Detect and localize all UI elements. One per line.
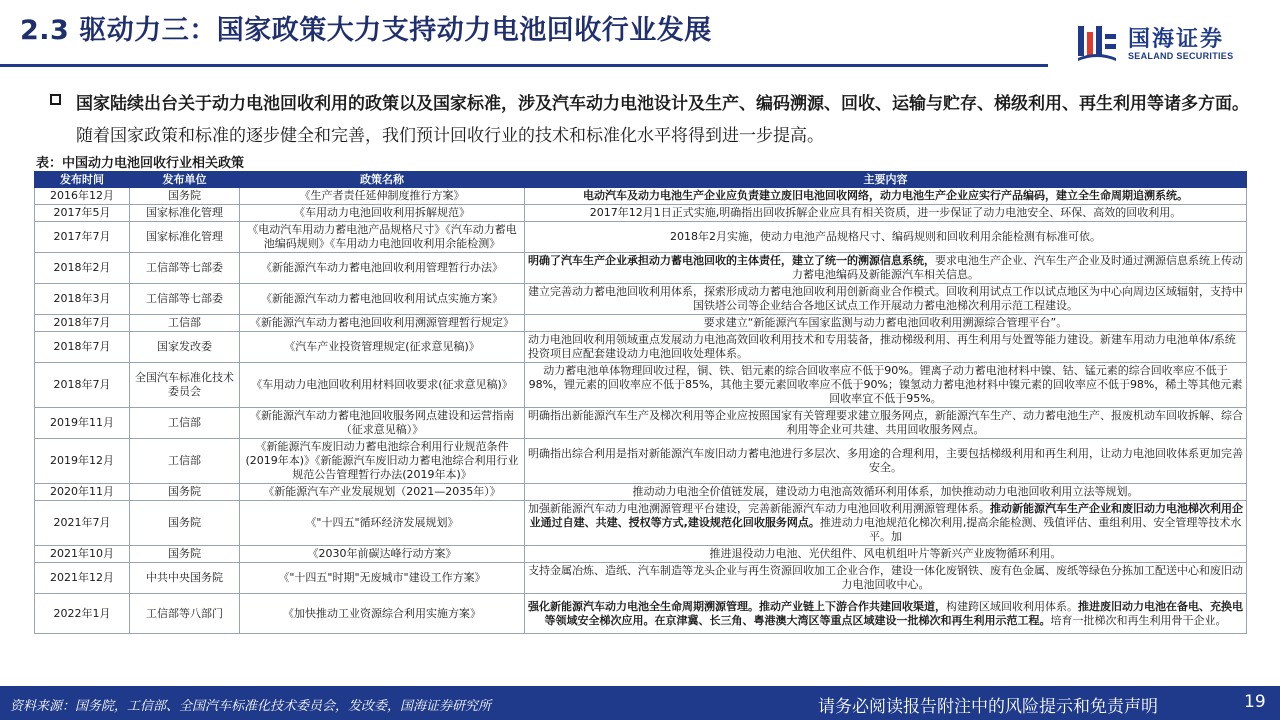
bullet-square-icon	[50, 94, 61, 105]
cell-policy: 《新能源汽车动力蓄电池回收利用管理暂行办法》	[240, 253, 525, 284]
cell-content	[525, 205, 1247, 222]
table-row	[35, 546, 1247, 563]
cell-date: 2018年7月	[35, 363, 130, 408]
cell-content	[525, 408, 1247, 439]
cell-date: 2018年3月	[35, 284, 130, 315]
page-number: 19	[1244, 692, 1266, 712]
cell-content	[525, 315, 1247, 332]
cell-policy: 《电动汽车用动力蓄电池产品规格尺寸》《汽车动力蓄电池编码规则》《车用动力电池回收利用余能检测》	[240, 222, 525, 253]
page-title: 2.3 驱动力三：国家政策大力支持动力电池回收行业发展	[20, 15, 712, 46]
content-segment: 明确指出综合利用是指对新能源汽车废旧动力蓄电池进行多层次、多用途的合理利用，主要包括梯级利用和再生利用，让动力电池回收体系更加完善安全。	[528, 447, 1243, 474]
cell-date: 2019年12月	[35, 439, 130, 484]
cell-date: 2021年10月	[35, 546, 130, 563]
table-row	[35, 188, 1247, 205]
content-segment: 2018年2月实施，使动力电池产品规格尺寸、编码规则和回收利用余能检测有标准可依。	[670, 230, 1101, 243]
header-content: 主要内容	[525, 172, 1247, 188]
content-segment: 支持金属冶炼、造纸、汽车制造等龙头企业与再生资源回收加工企业合作，建设一体化废钢铁、废有色金属、废纸等绿色分拣加工配送中心和废旧动力电池回收中心。	[528, 564, 1243, 591]
table-caption: 表：中国动力电池回收行业相关政策	[36, 156, 245, 171]
cell-unit: 国家标准化管理	[130, 222, 240, 253]
cell-unit: 国务院	[130, 188, 240, 205]
content-segment: 电动汽车及动力电池生产企业应负责建立废旧电池回收网络，动力电池生产企业应实行产品编码，建立全生命周期追溯系统。	[583, 189, 1188, 202]
title-underline	[0, 64, 1048, 67]
cell-content	[525, 439, 1247, 484]
cell-date: 2017年5月	[35, 205, 130, 222]
cell-unit: 工信部	[130, 408, 240, 439]
cell-content	[525, 253, 1247, 284]
table-row	[35, 363, 1247, 408]
content-segment: 动力电池回收利用领域重点发展动力电池高效回收利用技术和专用装备，推动梯级利用、再生利用与处置等能力建设。新建车用动力电池单体/系统投资项目应配套建设动力电池回收处理体系。	[528, 333, 1236, 360]
content-segment: 要求电池生产企业、汽车生产企业及时通过溯源信息系统上传动力蓄电池编码及新能源汽车相关信息。	[792, 254, 1243, 281]
cell-unit: 工信部	[130, 439, 240, 484]
cell-unit: 工信部等七部委	[130, 253, 240, 284]
cell-content	[525, 563, 1247, 594]
header-unit: 发布单位	[130, 172, 240, 188]
table-row	[35, 205, 1247, 222]
cell-policy: 《新能源汽车产业发展规划（2021—2035年）》	[240, 484, 525, 501]
summary-bold: 国家陆续出台关于动力电池回收利用的政策以及国家标准，涉及汽车动力电池设计及生产、编码溯源、回收、运输与贮存、梯级利用、再生利用等诸多方面。	[76, 94, 1249, 114]
cell-unit: 全国汽车标准化技术委员会	[130, 363, 240, 408]
cell-unit: 国家标准化管理	[130, 205, 240, 222]
cell-policy: 《新能源汽车动力蓄电池回收利用试点实施方案》	[240, 284, 525, 315]
table-header-row	[35, 172, 1247, 188]
cell-policy: 《新能源汽车动力蓄电池回收利用溯源管理暂行规定》	[240, 315, 525, 332]
cell-date: 2016年12月	[35, 188, 130, 205]
header-date: 发布时间	[35, 172, 130, 188]
policy-table	[34, 171, 1247, 634]
content-segment: 要求建立“新能源汽车国家监测与动力蓄电池回收利用溯源综合管理平台”。	[703, 316, 1068, 329]
cell-unit: 国务院	[130, 546, 240, 563]
content-segment: 推进退役动力电池、光伏组件、风电机组叶片等新兴产业废物循环利用。	[709, 547, 1062, 560]
table-row	[35, 253, 1247, 284]
cell-policy: 《生产者责任延伸制度推行方案》	[240, 188, 525, 205]
disclaimer: 请务必阅读报告附注中的风险提示和免责声明	[818, 697, 1158, 717]
summary-bullet	[50, 88, 1250, 152]
table-row	[35, 408, 1247, 439]
sealand-logo-icon	[1076, 22, 1118, 62]
table-row	[35, 332, 1247, 363]
cell-date: 2017年7月	[35, 222, 130, 253]
company-logo	[1076, 20, 1252, 68]
cell-unit: 工信部	[130, 315, 240, 332]
cell-content	[525, 332, 1247, 363]
cell-date: 2018年7月	[35, 332, 130, 363]
cell-unit: 国务院	[130, 484, 240, 501]
cell-content	[525, 284, 1247, 315]
cell-date: 2018年7月	[35, 315, 130, 332]
cell-policy: 《车用动力电池回收利用材料回收要求(征求意见稿)》	[240, 363, 525, 408]
table-row	[35, 284, 1247, 315]
content-segment: 2017年12月1日正式实施,明确指出回收拆解企业应具有相关资质，进一步保证了动力电池安全、环保、高效的回收利用。	[589, 206, 1182, 219]
cell-unit: 国家发改委	[130, 332, 240, 363]
content-segment: 建立完善动力蓄电池回收利用体系，探索形成动力蓄电池回收利用创新商业合作模式。回收利用试点工作以试点地区为中心向周边区域辐射，支持中国铁塔公司等企业结合各地区试点工作开展动力蓄电池梯次利用示范工程建设。	[528, 285, 1243, 312]
cell-policy: 《"十四五"时期"无废城市"建设工作方案》	[240, 563, 525, 594]
cell-unit: 国务院	[130, 501, 240, 546]
summary-normal: 随着国家政策和标准的逐步健全和完善，我们预计回收行业的技术和标准化水平将得到进一步提高。	[76, 126, 824, 146]
table-row	[35, 222, 1247, 253]
content-segment: 明确指出新能源汽车生产及梯次利用等企业应按照国家有关管理要求建立服务网点，新能源汽车生产、动力蓄电池生产、报废机动车回收拆解、综合利用等企业可共建、共用回收服务网点。	[528, 409, 1243, 436]
content-segment: 加强新能源汽车动力电池溯源管理平台建设，完善新能源汽车动力电池回收利用溯源管理体系。	[528, 502, 990, 515]
cell-content	[525, 222, 1247, 253]
cell-date: 2021年12月	[35, 563, 130, 594]
cell-content	[525, 363, 1247, 408]
cell-date: 2018年2月	[35, 253, 130, 284]
content-segment: 推动新能源汽车生产企业和废旧动力电池梯次利用企业通过自建、共建、授权等方式,建设规范化回收服务网点。	[529, 502, 1243, 529]
table-row	[35, 594, 1247, 634]
cell-policy: 《汽车产业投资管理规定(征求意见稿)》	[240, 332, 525, 363]
cell-policy: 《车用动力电池回收利用拆解规范》	[240, 205, 525, 222]
cell-unit: 中共中央国务院	[130, 563, 240, 594]
cell-date: 2019年11月	[35, 408, 130, 439]
table-row	[35, 315, 1247, 332]
content-segment: 推动动力电池全价值链发展，建设动力电池高效循环利用体系，加快推动动力电池回收利用立法等规划。	[632, 485, 1139, 498]
table-row	[35, 484, 1247, 501]
cell-policy: 《加快推动工业资源综合利用实施方案》	[240, 594, 525, 634]
cell-date: 2020年11月	[35, 484, 130, 501]
cell-date: 2021年7月	[35, 501, 130, 546]
cell-date: 2022年1月	[35, 594, 130, 634]
cell-policy: 《2030年前碳达峰行动方案》	[240, 546, 525, 563]
content-segment: 培育一批梯次和再生利用骨干企业。	[1050, 613, 1227, 627]
cell-policy: 《"十四五"循环经济发展规划》	[240, 501, 525, 546]
cell-content	[525, 546, 1247, 563]
summary-text	[76, 88, 1250, 152]
cell-content	[525, 188, 1247, 205]
header-policy: 政策名称	[240, 172, 525, 188]
content-segment: 推进动力电池规范化梯次利用,提高余能检测、残值评估、重组利用、安全管理等技术水平。加	[819, 516, 1242, 543]
logo-chinese-name: 国海证券	[1128, 27, 1225, 52]
content-segment: 明确了汽车生产企业承担动力蓄电池回收的主体责任，建立了统一的溯源信息系统，	[528, 254, 935, 267]
content-segment: 构建跨区域回收利用体系。	[946, 599, 1078, 613]
table-row	[35, 439, 1247, 484]
cell-content	[525, 501, 1247, 546]
logo-english-name: SEALAND SECURITIES	[1128, 51, 1234, 61]
cell-policy: 《新能源汽车废旧动力蓄电池综合利用行业规范条件(2019年本)》《新能源汽车废旧动力蓄电池综合利用行业规范公告管理暂行办法(2019年本)》	[240, 439, 525, 484]
content-segment: 推进废旧动力电池在备电、充换电等领域安全梯次应用。在京津冀、长三角、粤港澳大湾区等重点区域建设一批梯次和再生利用示范工程。	[544, 599, 1243, 627]
content-segment: 强化新能源汽车动力电池全生命周期溯源管理。推动产业链上下游合作共建回收渠道，	[528, 599, 946, 613]
cell-unit: 工信部等七部委	[130, 284, 240, 315]
cell-content	[525, 484, 1247, 501]
cell-policy: 《新能源汽车动力蓄电池回收服务网点建设和运营指南（征求意见稿）》	[240, 408, 525, 439]
table-row	[35, 563, 1247, 594]
table-row	[35, 501, 1247, 546]
content-segment: 动力蓄电池单体物理回收过程，铜、铁、铝元素的综合回收率应不低于90%。锂离子动力蓄电池材料中镍、钴、锰元素的综合回收率应不低于98%，锂元素的回收率应不低于85%，其他主要元素回收率应不低于90%；镍氢动力蓄电池材料中镍元素的回收率应不低于98%，稀土等其他元素回收率宜不低于95%。	[528, 364, 1243, 405]
cell-unit: 工信部等八部门	[130, 594, 240, 634]
table-body	[35, 188, 1247, 634]
cell-content	[525, 594, 1247, 634]
source-note: 资料来源：国务院，工信部、全国汽车标准化技术委员会，发改委，国海证券研究所	[10, 699, 492, 714]
